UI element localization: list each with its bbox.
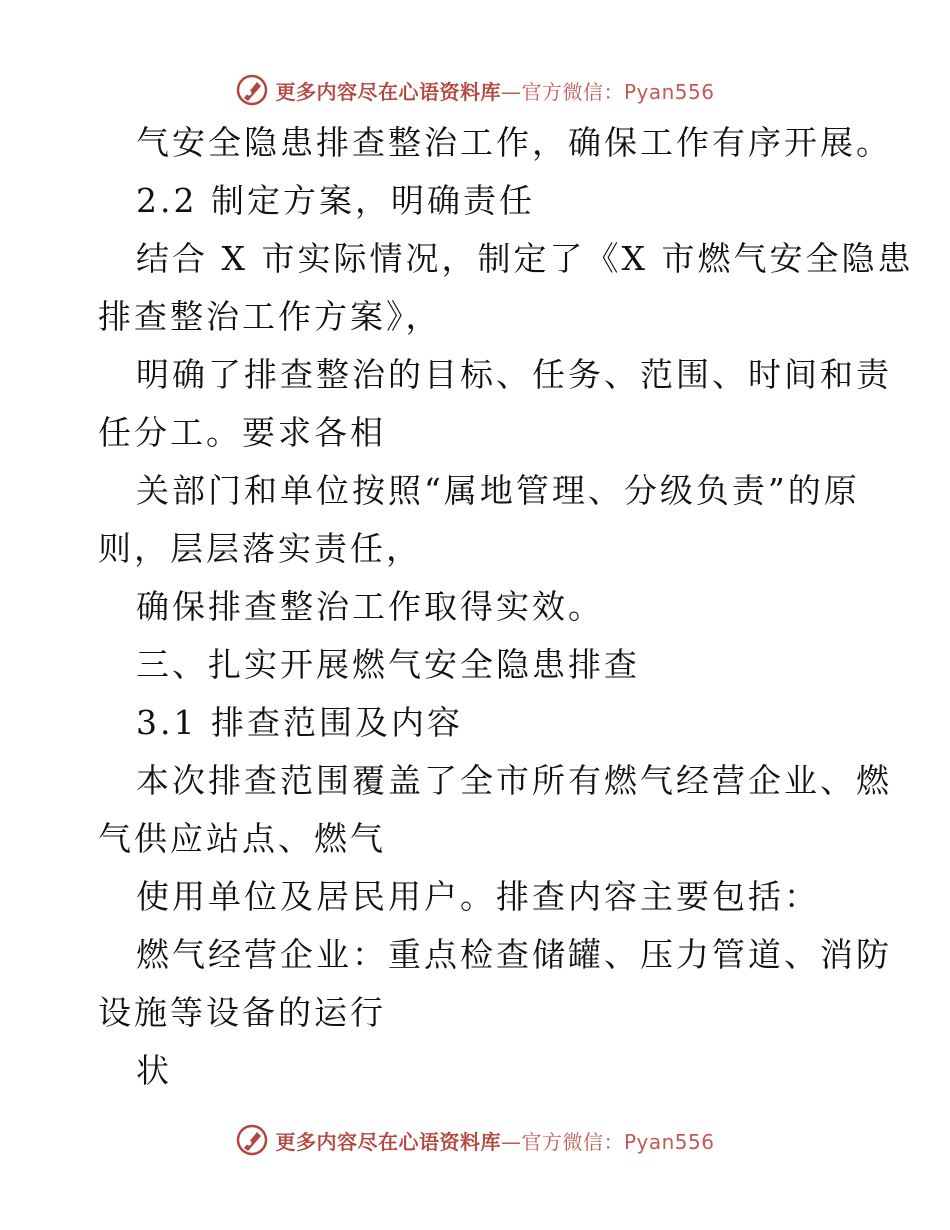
text-line: 任分工。要求各相 bbox=[98, 413, 386, 452]
text-line: 排查整治工作方案》， bbox=[98, 297, 442, 336]
text-line: 三、扎实开展燃气安全隐患排查 bbox=[136, 645, 640, 684]
pen-logo-icon bbox=[235, 1123, 269, 1157]
watermark-main: 更多内容尽在心语资料库 bbox=[275, 79, 501, 104]
pen-logo-icon bbox=[235, 73, 269, 107]
text-line: 状 bbox=[136, 1051, 172, 1090]
text-line: 本次排查范围覆盖了全市所有燃气经营企业、燃 bbox=[136, 761, 892, 800]
text-line: 气供应站点、燃气 bbox=[98, 819, 386, 858]
text-line: 结合 X 市实际情况，制定了《X 市燃气安全隐患 bbox=[136, 239, 914, 278]
header-watermark bbox=[0, 70, 950, 110]
text-line: 2.2 制定方案，明确责任 bbox=[136, 181, 535, 220]
text-line: 关部门和单位按照“属地管理、分级负责”的原 bbox=[136, 471, 860, 510]
footer-watermark bbox=[0, 1120, 950, 1160]
text-line: 设施等设备的运行 bbox=[98, 993, 386, 1032]
text-line: 3.1 排查范围及内容 bbox=[136, 703, 463, 742]
watermark-sub: —官方微信：Pyan556 bbox=[500, 79, 715, 104]
text-line: 燃气经营企业：重点检查储罐、压力管道、消防 bbox=[136, 935, 892, 974]
document-body bbox=[98, 114, 914, 1100]
text-line: 使用单位及居民用户。排查内容主要包括： bbox=[136, 877, 820, 916]
text-line: 明确了排查整治的目标、任务、范围、时间和责 bbox=[136, 355, 892, 394]
text-line: 则，层层落实责任， bbox=[98, 529, 422, 568]
watermark-sub: —官方微信：Pyan556 bbox=[500, 1129, 715, 1154]
watermark-text bbox=[275, 76, 714, 105]
text-line: 气安全隐患排查整治工作，确保工作有序开展。 bbox=[136, 123, 892, 162]
text-line: 确保排查整治工作取得实效。 bbox=[136, 587, 604, 626]
watermark-text bbox=[275, 1126, 714, 1155]
watermark-main: 更多内容尽在心语资料库 bbox=[275, 1129, 501, 1154]
